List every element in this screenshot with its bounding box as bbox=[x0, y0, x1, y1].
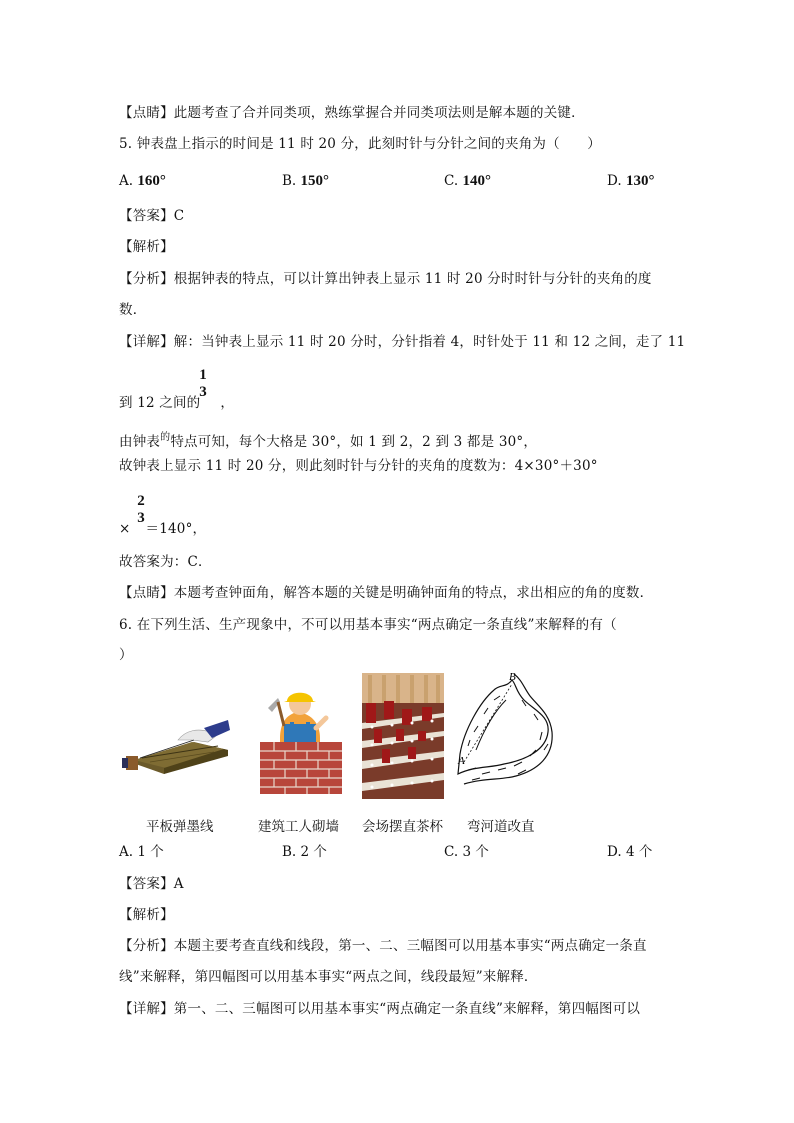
fraction-numerator: 2 bbox=[137, 493, 145, 509]
option-value: 150° bbox=[300, 173, 330, 189]
river-straightening-image bbox=[454, 670, 554, 790]
option-letter: A. bbox=[119, 844, 134, 860]
q6-option-c bbox=[444, 842, 489, 862]
caption-4: 弯河道改直 bbox=[467, 819, 535, 835]
option-value: 2 个 bbox=[300, 844, 327, 860]
question-5: 5. 钟表盘上指示的时间是 11 时 20 分，此刻时针与分针之间的夹角为（ ） bbox=[119, 136, 601, 152]
fraction-denominator: 3 bbox=[199, 384, 207, 400]
q5-option-b bbox=[282, 171, 329, 191]
caption-3: 会场摆直茶杯 bbox=[362, 819, 443, 835]
option-letter: D. bbox=[607, 173, 622, 189]
detail-text: 由钟表 bbox=[119, 434, 161, 450]
option-value: 130° bbox=[625, 173, 655, 189]
option-value: 1 个 bbox=[137, 844, 164, 860]
analysis-5-line1: 【分析】根据钟表的特点，可以计算出钟表上显示 11 时 20 分时时针与分针的夹角的度 bbox=[119, 271, 652, 287]
question-6-line1: 6. 在下列生活、生产现象中，不可以用基本事实“两点确定一条直线”来解释的有（ bbox=[119, 617, 617, 633]
q6-option-a bbox=[119, 842, 164, 862]
superscript-char: 的 bbox=[160, 432, 171, 443]
option-value: 4 个 bbox=[625, 844, 653, 860]
detail-5-line2 bbox=[119, 393, 234, 413]
detail-5-line6: 故答案为：C． bbox=[119, 554, 212, 570]
option-letter: C. bbox=[444, 173, 459, 189]
worker-building-wall-image bbox=[258, 688, 344, 796]
detail-text: ＝140°， bbox=[145, 521, 207, 537]
q5-option-c bbox=[444, 171, 491, 191]
option-letter: C. bbox=[444, 844, 459, 860]
q5-option-a bbox=[119, 171, 166, 191]
point-a-label: A bbox=[458, 755, 465, 767]
q6-option-d bbox=[607, 842, 652, 862]
comment-5: 【点睛】本题考查钟面角，解答本题的关键是明确钟面角的特点，求出相应的角的度数． bbox=[119, 585, 654, 601]
q6-option-b bbox=[282, 842, 327, 862]
detail-5-line3 bbox=[119, 428, 537, 452]
analysis-heading-5: 【解析】 bbox=[119, 239, 174, 255]
fraction-numerator: 1 bbox=[199, 367, 207, 383]
detail-text: 到 12 之间的 bbox=[119, 395, 201, 411]
caption-1: 平板弹墨线 bbox=[146, 819, 214, 835]
option-value: 140° bbox=[462, 173, 491, 189]
answer-6: 【答案】A bbox=[119, 876, 184, 892]
analysis-6-line1: 【分析】本题主要考查直线和线段，第一、二、三幅图可以用基本事实“两点确定一条直 bbox=[119, 938, 647, 954]
option-letter: D. bbox=[607, 844, 622, 860]
option-value: 160° bbox=[137, 173, 166, 189]
comment-line: 【点睛】此题考查了合并同类项，熟练掌握合并同类项法则是解本题的关键． bbox=[119, 105, 585, 121]
option-letter: A. bbox=[119, 173, 134, 189]
q5-option-d bbox=[607, 171, 654, 191]
detail-6-line1: 【详解】第一、二、三幅图可以用基本事实“两点确定一条直线”来解释，第四幅图可以 bbox=[119, 1001, 641, 1017]
meeting-hall-cups-image bbox=[362, 673, 444, 799]
answer-5: 【答案】C bbox=[119, 208, 185, 224]
times-sign: × bbox=[119, 521, 131, 537]
point-b-label: B bbox=[509, 671, 516, 683]
detail-5-line4: 故钟表上显示 11 时 20 分，则此刻时针与分针的夹角的度数为：4×30°＋30° bbox=[119, 458, 598, 474]
option-letter: B. bbox=[282, 844, 297, 860]
detail-text: 特点可知，每个大格是 30°，如 1 到 2，2 到 3 都是 30°， bbox=[170, 434, 538, 450]
analysis-5-line2: 数． bbox=[119, 302, 147, 318]
comma: ， bbox=[220, 395, 235, 411]
caption-2: 建筑工人砌墙 bbox=[258, 819, 339, 835]
option-value: 3 个 bbox=[462, 844, 489, 860]
plank-chalk-line-image bbox=[120, 710, 232, 780]
analysis-heading-6: 【解析】 bbox=[119, 907, 174, 923]
detail-5-line1: 【详解】解：当钟表上显示 11 时 20 分时，分针指着 4，时针处于 11 和 12 之间，走了 11 bbox=[119, 334, 686, 350]
detail-5-line5 bbox=[119, 519, 206, 539]
analysis-6-line2: 线”来解释，第四幅图可以用基本事实“两点之间，线段最短”来解释． bbox=[119, 969, 538, 985]
fraction-denominator: 3 bbox=[137, 510, 145, 526]
option-letter: B. bbox=[282, 173, 297, 189]
question-6-line2: ） bbox=[119, 647, 133, 663]
